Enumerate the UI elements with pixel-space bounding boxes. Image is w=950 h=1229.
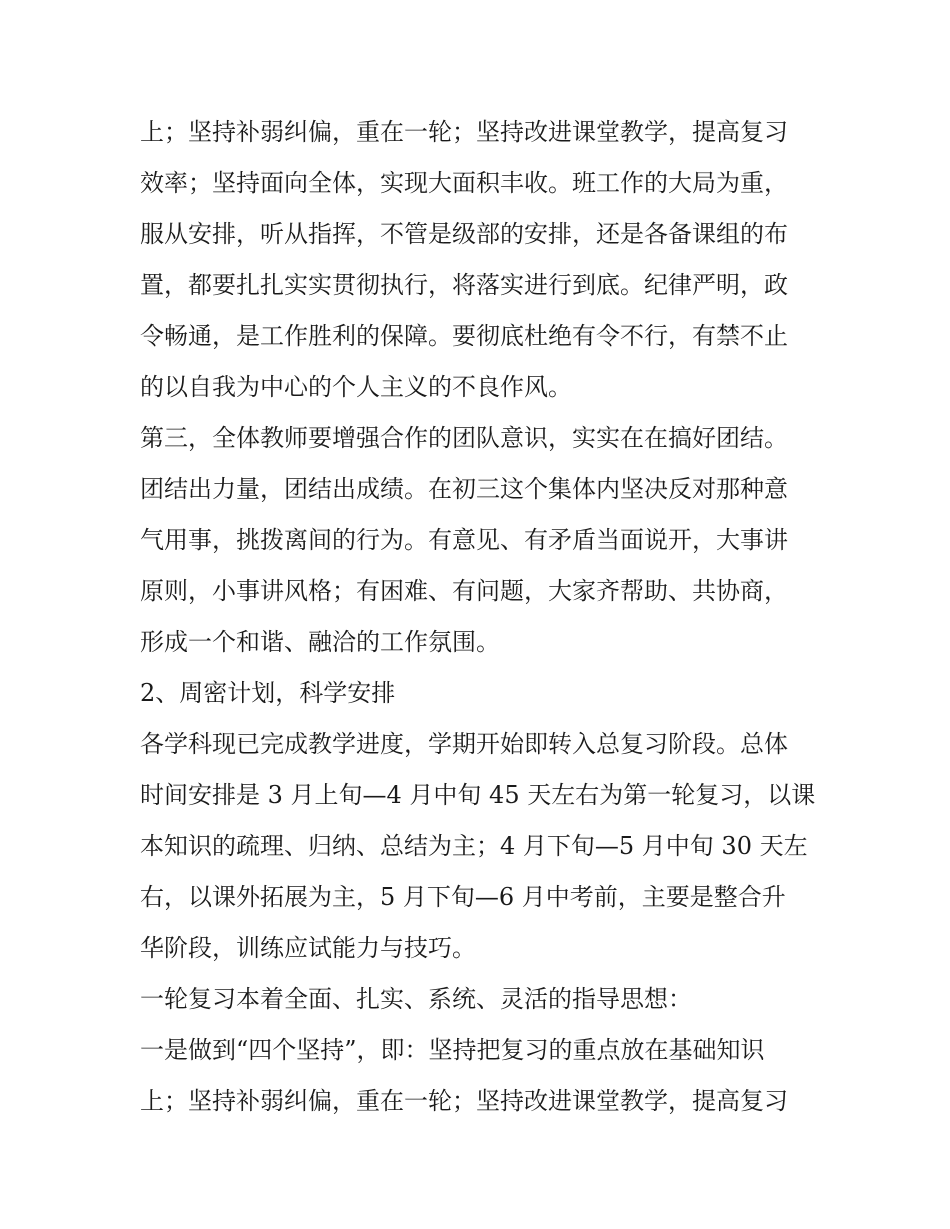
text-line: 本知识的疏理、归纳、总结为主；4 月下旬—5 月中旬 30 天左 <box>140 832 808 860</box>
text-line: 形成一个和谐、融洽的工作氛围。 <box>140 628 500 656</box>
text-line: 的以自我为中心的个人主义的不良作风。 <box>140 373 572 401</box>
text-line: 上；坚持补弱纠偏，重在一轮；坚持改进课堂教学，提高复习 <box>140 118 788 146</box>
text-line: 第三，全体教师要增强合作的团队意识，实实在在搞好团结。 <box>140 424 788 452</box>
text-line: 团结出力量，团结出成绩。在初三这个集体内坚决反对那种意 <box>140 475 788 503</box>
text-line: 气用事，挑拨离间的行为。有意见、有矛盾当面说开，大事讲 <box>140 526 788 554</box>
text-line: 华阶段，训练应试能力与技巧。 <box>140 934 476 962</box>
text-line: 原则，小事讲风格；有困难、有问题，大家齐帮助、共协商， <box>140 577 788 605</box>
section-heading: 2、周密计划，科学安排 <box>140 679 396 707</box>
text-line: 时间安排是 3 月上旬—4 月中旬 45 天左右为第一轮复习，以课 <box>140 781 816 809</box>
text-line: 服从安排，听从指挥，不管是级部的安排，还是各备课组的布 <box>140 220 788 248</box>
text-line: 置，都要扎扎实实贯彻执行，将落实进行到底。纪律严明，政 <box>140 271 788 299</box>
body-text <box>140 107 820 1127</box>
text-line: 上；坚持补弱纠偏，重在一轮；坚持改进课堂教学，提高复习 <box>140 1087 788 1115</box>
text-line: 一轮复习本着全面、扎实、系统、灵活的指导思想： <box>140 985 692 1013</box>
text-line: 各学科现已完成教学进度，学期开始即转入总复习阶段。总体 <box>140 730 788 758</box>
text-line: 效率；坚持面向全体，实现大面积丰收。班工作的大局为重， <box>140 169 788 197</box>
text-line: 一是做到“四个坚持”，即：坚持把复习的重点放在基础知识 <box>140 1036 765 1064</box>
text-line: 令畅通，是工作胜利的保障。要彻底杜绝有令不行，有禁不止 <box>140 322 788 350</box>
text-line: 右，以课外拓展为主，5 月下旬—6 月中考前，主要是整合升 <box>140 883 786 911</box>
